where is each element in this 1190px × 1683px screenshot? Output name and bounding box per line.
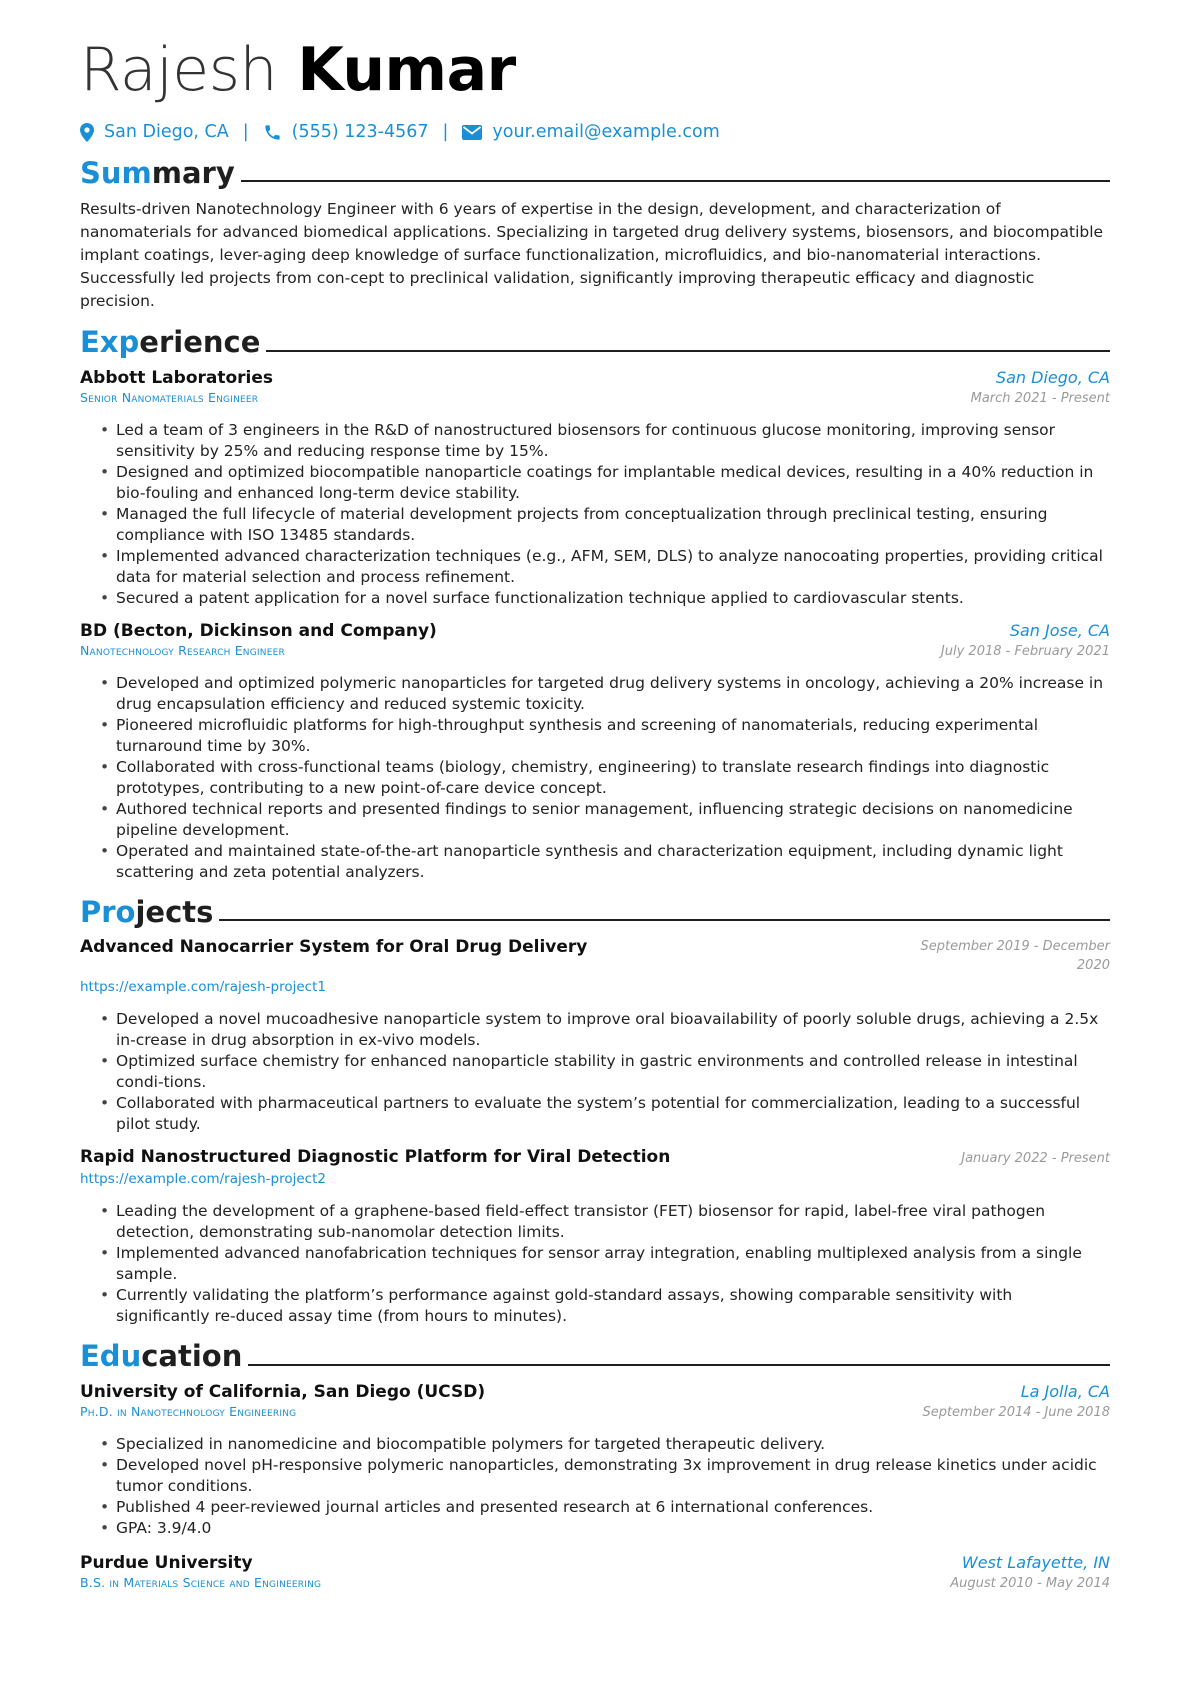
education-entry <box>80 1553 1110 1591</box>
list-item: • Secured a patent application for a novel surface functionalization technique applied to cardiovascular stents. <box>116 588 1110 609</box>
last-name: Kumar <box>297 35 516 105</box>
map-marker-icon <box>80 123 94 142</box>
company-name: Abbott Laboratories <box>80 367 274 388</box>
job-dates: March 2021 - Present <box>970 390 1110 406</box>
company-name: BD (Becton, Dickinson and Company) <box>80 620 437 641</box>
project-title: Advanced Nanocarrier System for Oral Drug Delivery <box>80 937 588 958</box>
degree-title: Ph.D. in Nanotechnology Engineering <box>80 1403 297 1419</box>
education-entry <box>80 1382 1110 1539</box>
project-link[interactable]: https://example.com/rajesh-project2 <box>80 1171 326 1188</box>
job-dates: July 2018 - February 2021 <box>940 643 1110 659</box>
list-item: • Developed novel pH-responsive polymeric nanoparticles, demonstrating 3x improvement in drug release kinetics under acidic tumor conditions. <box>116 1455 1110 1497</box>
list-item: • Operated and maintained state-of-the-art nanoparticle synthesis and characterization equipment, including dynamic light scattering and zeta potential analyzers. <box>116 841 1110 883</box>
degree-title: B.S. in Materials Science and Engineering <box>80 1574 322 1590</box>
list-item: • Authored technical reports and presented findings to senior management, influencing strategic decisions on nanomedicine pipeline development. <box>116 799 1110 841</box>
section-rule <box>219 919 1110 921</box>
first-name: Rajesh <box>80 35 278 105</box>
list-item: • Implemented advanced nanofabrication techniques for sensor array integration, enabling multiplexed analysis from a single sample. <box>116 1243 1110 1285</box>
location-text: San Diego, CA <box>104 122 229 142</box>
section-title: Experience <box>80 325 261 360</box>
candidate-name <box>80 35 1110 105</box>
phone-item[interactable] <box>263 122 429 142</box>
list-item: • Implemented advanced characterization techniques (e.g., AFM, SEM, DLS) to analyze nanocoating properties, providing critical data for material selection and process refinement. <box>116 546 1110 588</box>
section-rule <box>241 180 1110 182</box>
summary-heading <box>80 158 1110 188</box>
bullet-list <box>80 1434 1110 1539</box>
phone-icon <box>263 123 282 142</box>
school-location: West Lafayette, IN <box>961 1552 1110 1572</box>
list-item: • Specialized in nanomedicine and biocompatible polymers for targeted therapeutic delivery. <box>116 1434 1110 1455</box>
location-item <box>80 122 229 142</box>
list-item: • Developed and optimized polymeric nanoparticles for targeted drug delivery systems in oncology, achieving a 20% increase in drug encapsulation efficiency and reduced systemic toxicity. <box>116 673 1110 715</box>
school-name: Purdue University <box>80 1552 253 1573</box>
section-rule <box>248 1364 1110 1366</box>
list-item: • Collaborated with cross-functional teams (biology, chemistry, engineering) to translate research findings into diagnostic prototypes, contributing to a new point-of-care device concept. <box>116 757 1110 799</box>
project-title: Rapid Nanostructured Diagnostic Platform for Viral Detection <box>80 1147 671 1168</box>
list-item: • Pioneered microfluidic platforms for high-throughput synthesis and screening of nanomaterials, reducing experimental turnaround time by 30%. <box>116 715 1110 757</box>
bullet-list <box>80 1009 1110 1135</box>
experience-entry <box>80 368 1110 609</box>
education-dates: September 2014 - June 2018 <box>922 1404 1110 1420</box>
education-dates: August 2010 - May 2014 <box>950 1575 1110 1591</box>
email-text: your.email@example.com <box>492 122 720 142</box>
project-entry <box>80 937 1110 1135</box>
job-location: San Diego, CA <box>995 367 1110 387</box>
section-rule <box>266 350 1110 352</box>
list-item: • Led a team of 3 engineers in the R&D of nanostructured biosensors for continuous glucose monitoring, improving sensor sensitivity by 25% and reducing response time by 15%. <box>116 420 1110 462</box>
list-item: • Collaborated with pharmaceutical partners to evaluate the system’s potential for commercialization, leading to a successful pilot study. <box>116 1093 1110 1135</box>
list-item: • Managed the full lifecycle of material development projects from conceptualization through preclinical testing, ensuring compliance with ISO 13485 standards. <box>116 504 1110 546</box>
job-title: Senior Nanomaterials Engineer <box>80 389 259 405</box>
project-dates: January 2022 - Present <box>961 1151 1110 1167</box>
summary-text: Results-driven Nanotechnology Engineer with 6 years of expertise in the design, development, and characterization of nanomaterials for advanced biomedical applications. Specializing in targeted drug delivery systems, biosensors, and biocompatible implant coatings, lever-aging deep knowledge of surface functionalization, microfluidics, and bio-nanomaterial interactions. Successfully led projects from con-cept to preclinical validation, significantly improving therapeutic efficacy and diagnostic precision. <box>80 200 1104 311</box>
contact-bar <box>80 122 1110 142</box>
project-entry <box>80 1147 1110 1327</box>
list-item: • Published 4 peer-reviewed journal articles and presented research at 6 international conferences. <box>116 1497 1110 1518</box>
email-item[interactable] <box>462 122 719 142</box>
bullet-list <box>80 420 1110 609</box>
school-name: University of California, San Diego (UCSD) <box>80 1381 486 1402</box>
project-dates: September 2019 - December 2020 <box>920 939 1110 974</box>
list-item: • Developed a novel mucoadhesive nanoparticle system to improve oral bioavailability of poorly soluble drugs, achieving a 2.5x in-crease in drug absorption in ex-vivo models. <box>116 1009 1110 1051</box>
school-location: La Jolla, CA <box>1020 1381 1110 1401</box>
section-title: Summary <box>80 156 235 190</box>
list-item: • Leading the development of a graphene-based field-effect transistor (FET) biosensor for rapid, label-free viral pathogen detection, demonstrating sub-nanomolar detection limits. <box>116 1201 1110 1243</box>
list-item: • Currently validating the platform’s performance against gold-standard assays, showing comparable sensitivity with significantly re-duced assay time (from hours to minutes). <box>116 1285 1110 1327</box>
project-link[interactable]: https://example.com/rajesh-project1 <box>80 979 326 996</box>
job-title: Nanotechnology Research Engineer <box>80 642 285 658</box>
projects-heading <box>80 894 1110 929</box>
phone-text: (555) 123-4567 <box>291 122 429 142</box>
section-title: Projects <box>80 894 214 929</box>
section-title: Education <box>80 1339 243 1374</box>
bullet-list <box>80 673 1110 883</box>
bullet-list <box>80 1201 1110 1327</box>
contact-separator: | <box>242 122 249 142</box>
list-item: • Optimized surface chemistry for enhanced nanoparticle stability in gastric environments and controlled release in intestinal condi-tions. <box>116 1051 1110 1093</box>
experience-entry <box>80 621 1110 883</box>
envelope-icon <box>462 125 482 140</box>
job-location: San Jose, CA <box>1009 620 1110 640</box>
list-item: • GPA: 3.9/4.0 <box>116 1518 1110 1539</box>
list-item: • Designed and optimized biocompatible nanoparticle coatings for implantable medical devices, resulting in a 40% reduction in bio-fouling and enhanced long-term device stability. <box>116 462 1110 504</box>
experience-heading <box>80 325 1110 360</box>
contact-separator: | <box>442 122 449 142</box>
education-heading <box>80 1339 1110 1374</box>
